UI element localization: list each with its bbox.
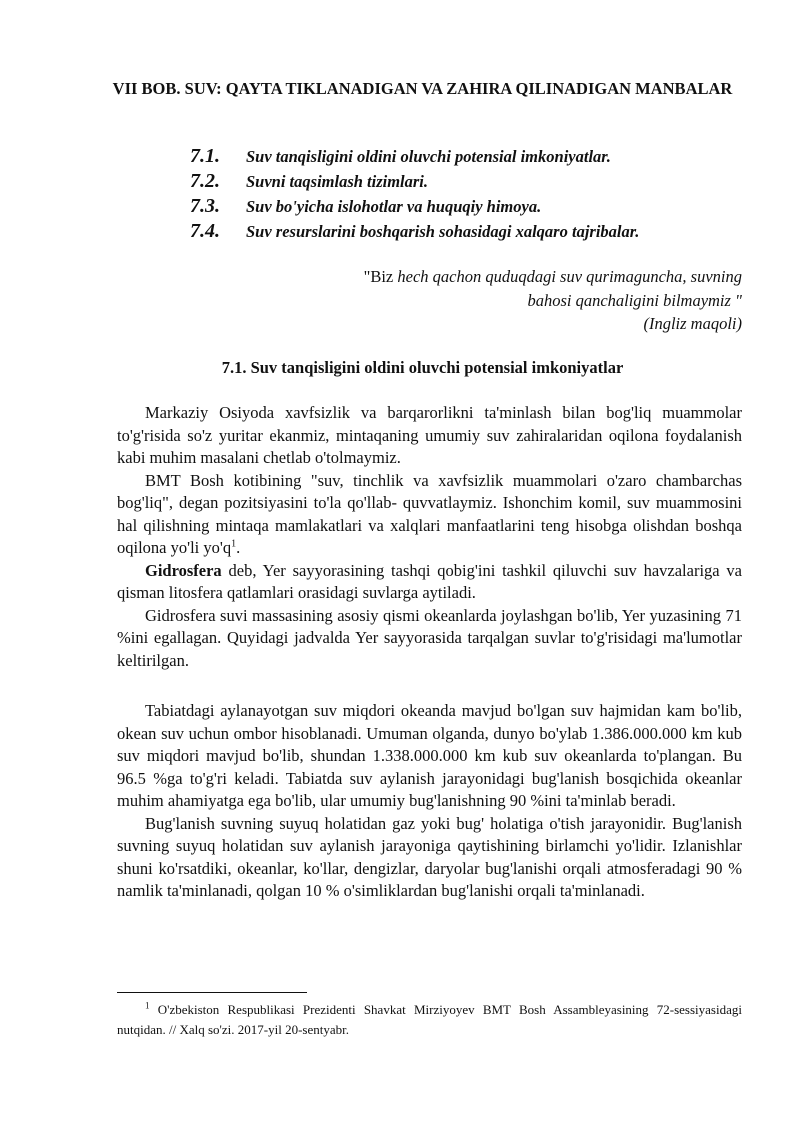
chapter-contents bbox=[190, 145, 750, 245]
paragraph: BMT Bosh kotibining "suv, tinchlik va xavfsizlik muammolari o'zaro chambarchas bog'liq", degan pozitsiyasini to'la qo'llab- quvvatlaymiz. Ishonchim komil, suv muammosini hal qilishning mintaqa mamlakatlari va xalqlari manfaatlarini teng hisobga olishdan boshqa oqilona yo'li $yo'q^1$. bbox=[117, 470, 742, 557]
footnote-text: O'zbekiston Respublikasi Prezidenti Shavkat Mirziyoyev BMT Bosh Assambleyasining 72-sessiyasidagi nutqidan. // Xalq so'zi. 2017-yil 20-sentyabr. bbox=[117, 1002, 742, 1037]
toc-item bbox=[190, 195, 750, 220]
toc-item bbox=[190, 145, 750, 170]
chapter-title: VII BOB. SUV: QAYTA TIKLANADIGAN VA ZAHIRA QILINADIGAN MANBALAR bbox=[112, 79, 733, 98]
body-text-upper bbox=[117, 402, 742, 672]
paragraph-text: BMT Bosh kotibining "suv, tinchlik va xavfsizlik muammolari o'zaro chambarchas bog'liq", degan pozitsiyasini to'la qo'llab- quvvatlaymiz. Ishonchim komil, suv muammosini hal qilishning mintaqa mamlakatlari va xalqlari manfaatlarini teng hisobga olishdan boshqa oqilona yo'li yo'q bbox=[117, 470, 742, 557]
toc-item-title: Suv tanqisligini oldini oluvchi potensial imkoniyatlar. bbox=[246, 147, 611, 166]
toc-item bbox=[190, 220, 750, 245]
epigraph-text: hech qachon quduqdagi suv qurimaguncha, suvning bbox=[397, 267, 742, 286]
toc-item-title: Suv bo'yicha islohotlar va huquqiy himoya. bbox=[246, 197, 542, 216]
epigraph-line: bahosi qanchaligini bilmaymiz " bbox=[527, 290, 742, 310]
footnote-mark: 1 bbox=[145, 1000, 150, 1011]
body-text-lower bbox=[117, 700, 742, 903]
paragraph: Tabiatdagi aylanayotgan suv miqdori okeanda mavjud bo'lgan suv hajmidan kam bo'lib, okean suv uchun ombor hisoblanadi. Umuman olganda, dunyo bo'ylab 1.386.000.000 km kub suv miqdori mavjud bo'lib, shundan 1.338.000.000 km kub suv okeanlarda to'plangan. Bu 96.5 %ga to'g'ri keladi. Tabiatda suv aylanish jarayonidagi bug'lanish bosqichida okeanlar muhim ahamiyatga ega bo'lib, ular umumiy bug'lanishning 90 %ini ta'minlab beradi. bbox=[117, 701, 742, 810]
epigraph-source: (Ingliz maqoli) bbox=[643, 314, 742, 333]
section-heading: 7.1. Suv tanqisligini oldini oluvchi potensial imkoniyatlar bbox=[221, 358, 624, 377]
toc-item-title: Suv resurslarini boshqarish sohasidagi xalqaro tajribalar. bbox=[246, 222, 640, 241]
toc-item-number: 7.1. bbox=[190, 145, 220, 167]
epigraph bbox=[242, 265, 742, 336]
footnote bbox=[117, 1000, 742, 1040]
toc-item bbox=[190, 170, 750, 195]
toc-item-number: 7.2. bbox=[190, 170, 220, 192]
toc-item-number: 7.3. bbox=[190, 195, 220, 217]
paragraph: Bug'lanish suvning suyuq holatidan gaz yoki bug' holatiga o'tish jarayonidir. Bug'lanish suvning suyuq holatidan suv aylanish jarayoniga qaytishining birlamchi yo'lidir. Izlanishlar shuni ko'rsatdiki, okeanlar, ko'llar, dengizlar, daryolar bug'lanishi orqali atmosferadagi 90 % namlik ta'minlanadi, qolgan 10 % o'simliklardan bug'lanishi orqali ta'minlanadi. bbox=[117, 813, 742, 900]
footnote-divider bbox=[117, 992, 307, 993]
paragraph bbox=[117, 560, 742, 605]
paragraph: Gidrosfera suvi massasining asosiy qismi okeanlarda joylashgan bo'lib, Yer yuzasining 71 %ini egallagan. Quyidagi jadvalda Yer sayyorasida tarqalgan suvlar to'g'risidagi ma'lumotlar keltirilgan. bbox=[117, 605, 742, 670]
defined-term: Gidrosfera bbox=[145, 560, 222, 580]
paragraph-text: deb, Yer sayyorasining tashqi qobig'ini tashkil qiluvchi suv havzalariga va qisman litosfera qatlamlari orasidagi suvlarga aytiladi. bbox=[117, 560, 742, 602]
toc-item-number: 7.4. bbox=[190, 220, 220, 242]
epigraph-open-quote: "Biz bbox=[363, 267, 398, 286]
toc-item-title: Suvni taqsimlash tizimlari. bbox=[246, 172, 429, 191]
footnote-reference[interactable]: 1 bbox=[231, 538, 237, 550]
paragraph: Markaziy Osiyoda xavfsizlik va barqarorlikni ta'minlash bilan bog'liq muammolar to'g'risida so'z yuritar ekanmiz, mintaqaning umumiy suv zahiralaridan oqilona foydalanish kabi muhim masalani chetlab o'tolmaymiz. bbox=[117, 403, 742, 467]
epigraph-line bbox=[242, 265, 742, 289]
